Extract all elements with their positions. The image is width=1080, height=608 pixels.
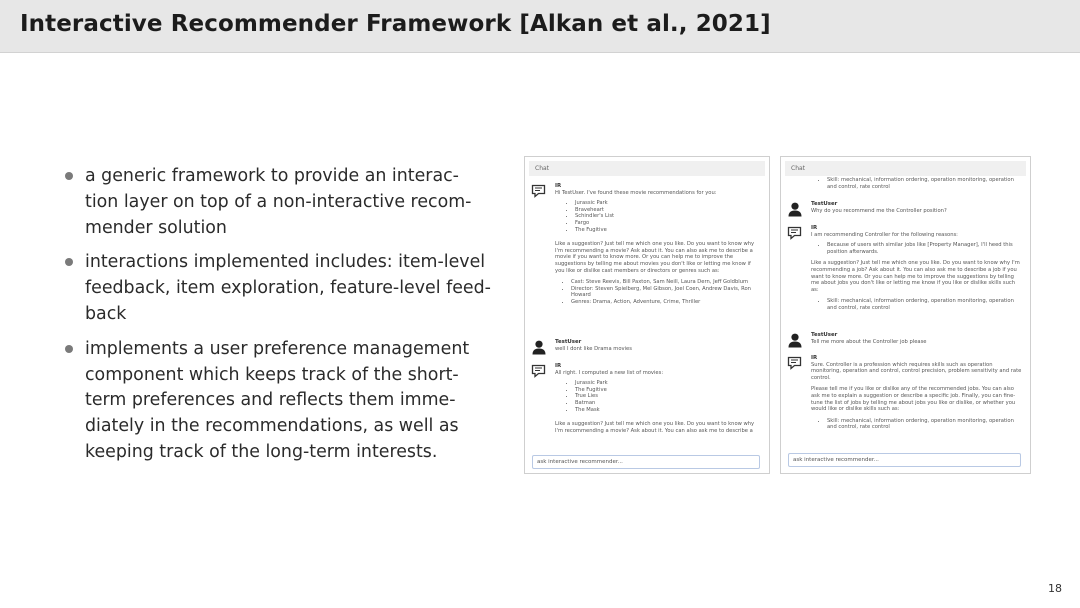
message-sender: IR <box>811 355 818 361</box>
list-item: • Fargo <box>575 220 761 227</box>
list-item: • Cast: Steve Reevis, Bill Paxton, Sam Neill, Laura Dern, Jeff Goldblum <box>571 279 761 286</box>
list-item: • True Lies <box>575 393 761 400</box>
list-item: • Skill: mechanical, information ordering, operation monitoring, operation and control, rate control <box>827 418 1022 431</box>
chat-header: Chat <box>785 161 1026 176</box>
chat-window-movies <box>524 156 770 474</box>
list-item: • Skill: mechanical, information ordering, operation monitoring, operation and control, rate control <box>827 177 1022 190</box>
bullet-item <box>62 250 491 327</box>
chat-input[interactable]: ask interactive recommender... <box>788 453 1021 467</box>
chat-header: Chat <box>529 161 765 176</box>
chat-message <box>787 355 1022 433</box>
message-sender: TestUser <box>811 332 838 338</box>
chat-message-fragment <box>787 177 1022 192</box>
message-sender: IR <box>811 225 818 231</box>
message-text: Why do you recommend me the Controller position? <box>811 207 947 214</box>
slide-title: Interactive Recommender Framework [Alkan et al., 2021] <box>20 11 771 37</box>
bullet-line: a generic framework to provide an interac- <box>85 166 459 186</box>
message-text: well I dont like Drama movies <box>555 345 632 352</box>
list-item: • Jurassic Park <box>575 380 761 387</box>
bullet-line: tion layer on top of a non-interactive recom- <box>85 191 472 212</box>
chat-window-jobs <box>780 156 1031 474</box>
chat-input[interactable]: ask interactive recommender... <box>532 455 760 469</box>
bot-chat-icon <box>531 183 547 199</box>
bullet-item <box>62 337 482 466</box>
chat-message <box>531 183 761 308</box>
message-text: I am recommending Controller for the following reasons: <box>811 231 958 238</box>
bullet-line: diately in the recommendations, as well as <box>85 416 459 437</box>
message-text: All right. I computed a new list of movies: <box>555 369 664 376</box>
message-sender: TestUser <box>811 201 838 207</box>
bullet-line: feedback, item exploration, feature-level feed- <box>85 278 491 299</box>
chat-message <box>787 225 1022 314</box>
bot-chat-icon <box>787 225 803 241</box>
list-item: • The Fugitive <box>575 387 761 394</box>
bullet-line: implements a user preference management <box>85 338 470 359</box>
bullet-dot-icon <box>65 172 73 180</box>
bullet-line: component which keeps track of the short- <box>85 364 459 385</box>
message-text: Like a suggestion? Just tell me which one you like. Do you want to know why I'm recommending a movie? Ask about it. You can also ask me to describe a movie if you want to know more. Or you can help me to improve the suggestions by telling me about movies you don't like or letting me know if you like or dislike cast members or directors or genres such as: <box>555 241 755 274</box>
message-sender: IR <box>555 183 562 189</box>
message-sender: TestUser <box>555 339 582 345</box>
message-text: Sure. Controller is a profession which requires skills such as operation monitoring, operation and control, control precision, problem sensitivity and rate control. <box>811 361 1022 381</box>
chat-message <box>787 332 1022 345</box>
title-bar <box>0 0 1080 53</box>
list-item: • Genres: Drama, Action, Adventure, Crime, Thriller <box>571 299 761 306</box>
page-number: 18 <box>1048 582 1062 595</box>
chat-message <box>787 201 1022 214</box>
bot-chat-icon <box>787 355 803 371</box>
message-text: Like a suggestion? Just tell me which one you like. Do you want to know why I'm recommending a movie? Ask about it. You can also ask me to describe a <box>555 421 755 434</box>
list-item: • The Fugitive <box>575 227 761 234</box>
bullet-line: term preferences and reflects them imme- <box>85 390 456 411</box>
message-text: Please tell me if you like or dislike any of the recommended jobs. You can also ask me to explain a suggestion or describe a specific job. Finally, you can fine-tune the list of jobs by telling me about jobs you like or dislike, or whether you would like or dislike skills such as: <box>811 386 1016 413</box>
bullet-line: mender solution <box>85 217 227 238</box>
bullet-list <box>62 164 491 475</box>
list-item: • Because of users with similar jobs like [Property Manager], I'll heed this position afterwards. <box>827 242 1022 255</box>
list-item: • The Mask <box>575 407 761 414</box>
list-item: • Batman <box>575 400 761 407</box>
bullet-dot-icon <box>65 345 73 353</box>
list-item: • Schindler's List <box>575 213 761 220</box>
chat-message <box>531 339 761 352</box>
user-avatar-icon <box>787 201 803 217</box>
message-text: Hi TestUser. I've found these movie recommendations for you: <box>555 189 717 196</box>
chat-message <box>531 363 761 439</box>
list-item: • Braveheart <box>575 207 761 214</box>
bullet-line: interactions implemented includes: item-level <box>85 252 486 273</box>
bullet-line: back <box>85 303 127 324</box>
message-sender: IR <box>555 363 562 369</box>
user-avatar-icon <box>787 332 803 348</box>
list-item: • Director: Steven Spielberg, Mel Gibson, Joel Coen, Andrew Davis, Ron Howard <box>571 286 761 299</box>
bullet-item <box>62 164 482 241</box>
bullet-line: keeping track of the long-term interests. <box>85 441 438 462</box>
list-item: • Jurassic Park <box>575 200 761 207</box>
bot-chat-icon <box>531 363 547 379</box>
bullet-dot-icon <box>65 258 73 266</box>
message-text: Tell me more about the Controller job please <box>811 338 927 345</box>
list-item: • Skill: mechanical, information ordering, operation monitoring, operation and control, rate control <box>827 298 1022 311</box>
user-avatar-icon <box>531 339 547 355</box>
message-text: Like a suggestion? Just tell me which one you like. Do you want to know why I'm recommending a job? Ask about it. You can also ask me to describe a job if you want to know more. Or you can help me to improve the suggestions by telling me about jobs you don't like or letting me know if you like or dislike skills such as: <box>811 260 1020 293</box>
